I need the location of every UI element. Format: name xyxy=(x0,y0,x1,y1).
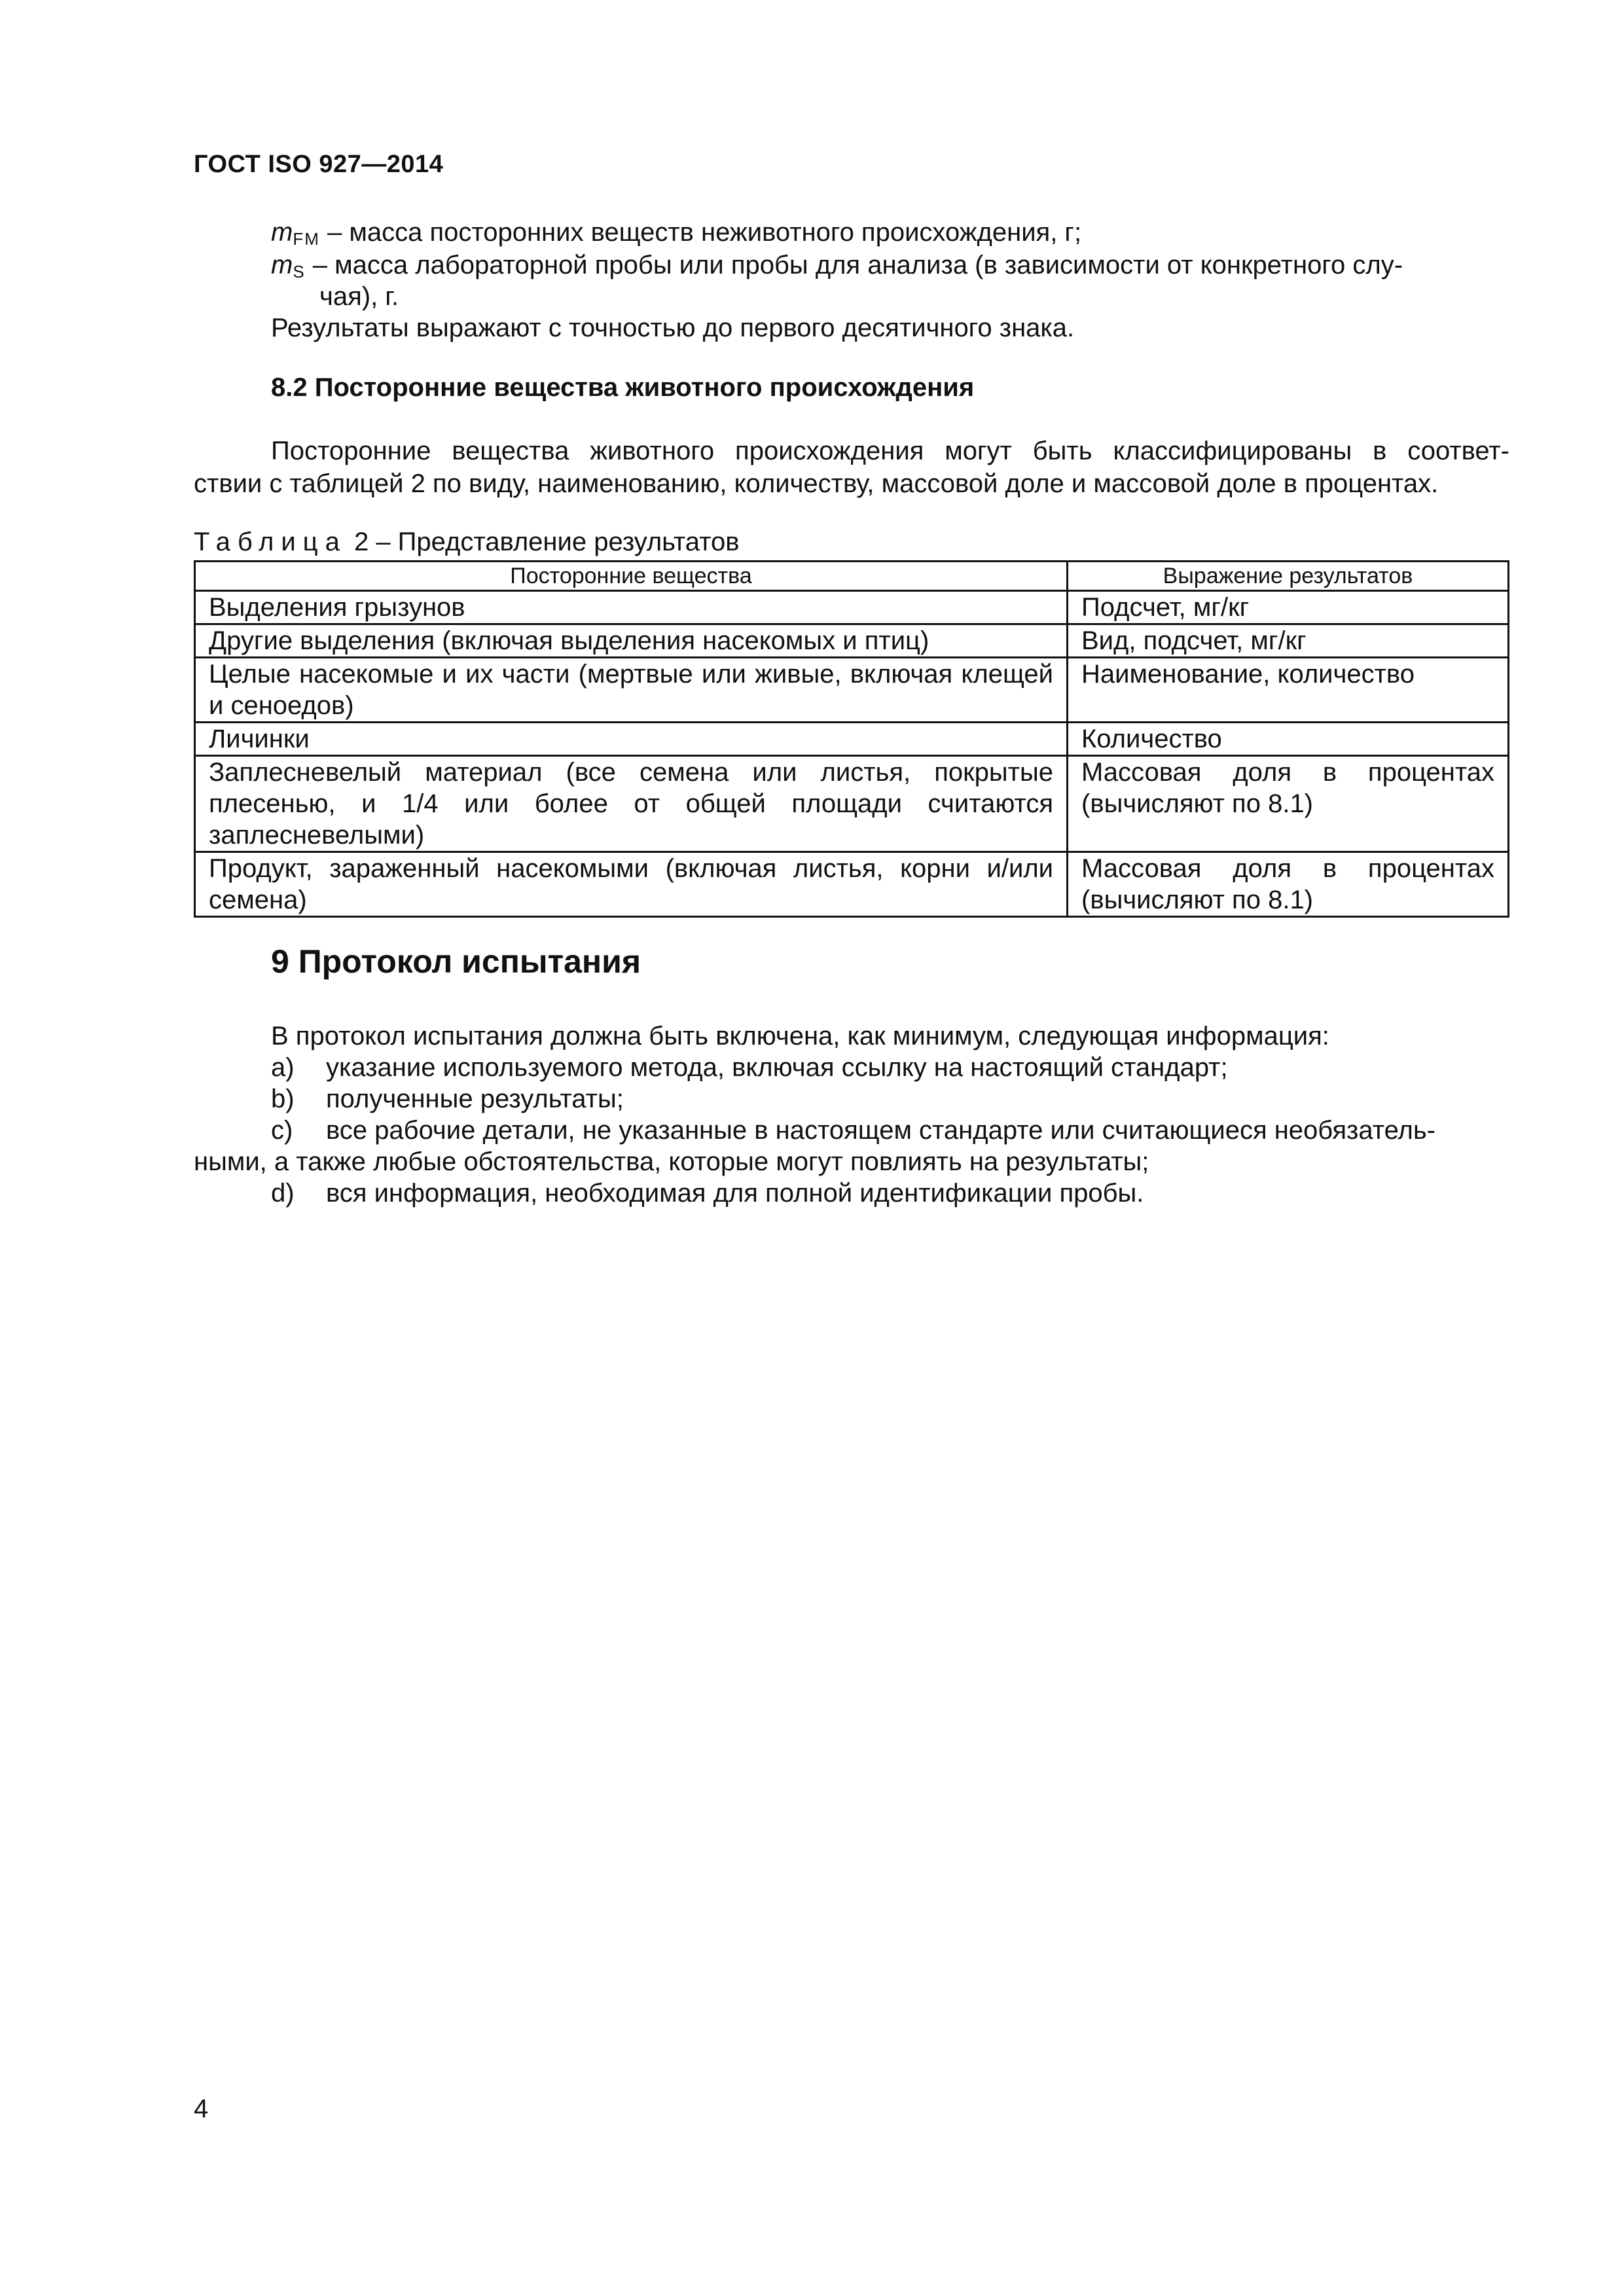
table-caption xyxy=(194,528,740,557)
table-row xyxy=(195,852,1509,917)
section-9-intro: В протокол испытания должна быть включена, как минимум, следующая информация: xyxy=(271,1022,1329,1050)
symbol-subscript: S xyxy=(293,262,306,281)
table-cell: Целые насекомые и их части (мертвые или живые, включая клещей и сеноедов) xyxy=(195,658,1068,723)
table-cell: Выделения грызунов xyxy=(195,591,1068,624)
list-item-text: полученные результаты; xyxy=(326,1085,624,1113)
list-item-text: вся информация, необходимая для полной идентификации пробы. xyxy=(326,1179,1144,1208)
section-8-2-heading: 8.2 Посторонние вещества животного происхождения xyxy=(271,373,975,402)
table-header-cell: Посторонние вещества xyxy=(195,562,1068,591)
table-cell: Продукт, зараженный насекомыми (включая листья, корни и/или семена) xyxy=(195,852,1068,917)
results-table xyxy=(194,560,1509,918)
table-row xyxy=(195,624,1509,658)
section-8-2-paragraph-line2: ствии с таблицей 2 по виду, наименованию, количеству, массовой доле и массовой доле в процентах. xyxy=(194,469,1439,498)
table-cell: Личинки xyxy=(195,723,1068,756)
definition-ms-continuation: чая), г. xyxy=(319,282,399,311)
section-9-heading: 9 Протокол испытания xyxy=(271,943,641,980)
table-cell: Подсчет, мг/кг xyxy=(1068,591,1509,624)
definition-text: – масса лабораторной пробы или пробы для анализа (в зависимости от конкретного слу- xyxy=(305,251,1403,279)
table-caption-title: 2 – Представление результатов xyxy=(346,528,740,556)
list-item-marker: c) xyxy=(271,1116,293,1145)
table-cell: Вид, подсчет, мг/кг xyxy=(1068,624,1509,658)
list-item-marker: d) xyxy=(271,1179,295,1208)
symbol-m: m xyxy=(271,218,293,247)
document-header: ГОСТ ISO 927—2014 xyxy=(194,151,444,178)
page-number: 4 xyxy=(194,2094,209,2123)
list-item-text: указание используемого метода, включая ссылку на настоящий стандарт; xyxy=(326,1053,1228,1082)
results-precision-text: Результаты выражают с точностью до первого десятичного знака. xyxy=(271,314,1075,342)
table-cell: Заплесневелый материал (все семена или листья, покрытые плесенью, и 1/4 или более от общей площади считаются заплесневелыми) xyxy=(195,756,1068,852)
table-cell: Массовая доля в процентах (вычисляют по 8.1) xyxy=(1068,852,1509,917)
table-cell: Наименование, количество xyxy=(1068,658,1509,723)
table-row xyxy=(195,723,1509,756)
table-row xyxy=(195,756,1509,852)
list-item-marker: b) xyxy=(271,1085,295,1113)
symbol-m: m xyxy=(271,251,293,279)
table-row xyxy=(195,591,1509,624)
list-item-continuation: ными, а также любые обстоятельства, которые могут повлиять на результаты; xyxy=(194,1147,1149,1176)
list-item-marker: a) xyxy=(271,1053,295,1082)
symbol-subscript: FM xyxy=(293,229,320,249)
table-cell: Другие выделения (включая выделения насекомых и птиц) xyxy=(195,624,1068,658)
table-header-cell: Выражение результатов xyxy=(1068,562,1509,591)
table-cell: Массовая доля в процентах (вычисляют по 8.1) xyxy=(1068,756,1509,852)
definition-text: – масса посторонних веществ неживотного происхождения, г; xyxy=(319,218,1082,247)
table-row xyxy=(195,658,1509,723)
list-item-text: все рабочие детали, не указанные в настоящем стандарте или считающиеся необязатель- xyxy=(326,1116,1435,1145)
section-8-2-paragraph-line1: Посторонние вещества животного происхождения могут быть классифицированы в соответ- xyxy=(271,437,1509,465)
table-cell: Количество xyxy=(1068,723,1509,756)
table-caption-label: Таблица xyxy=(194,528,347,556)
table-header-row xyxy=(195,562,1509,591)
definition-ms xyxy=(271,249,1403,288)
